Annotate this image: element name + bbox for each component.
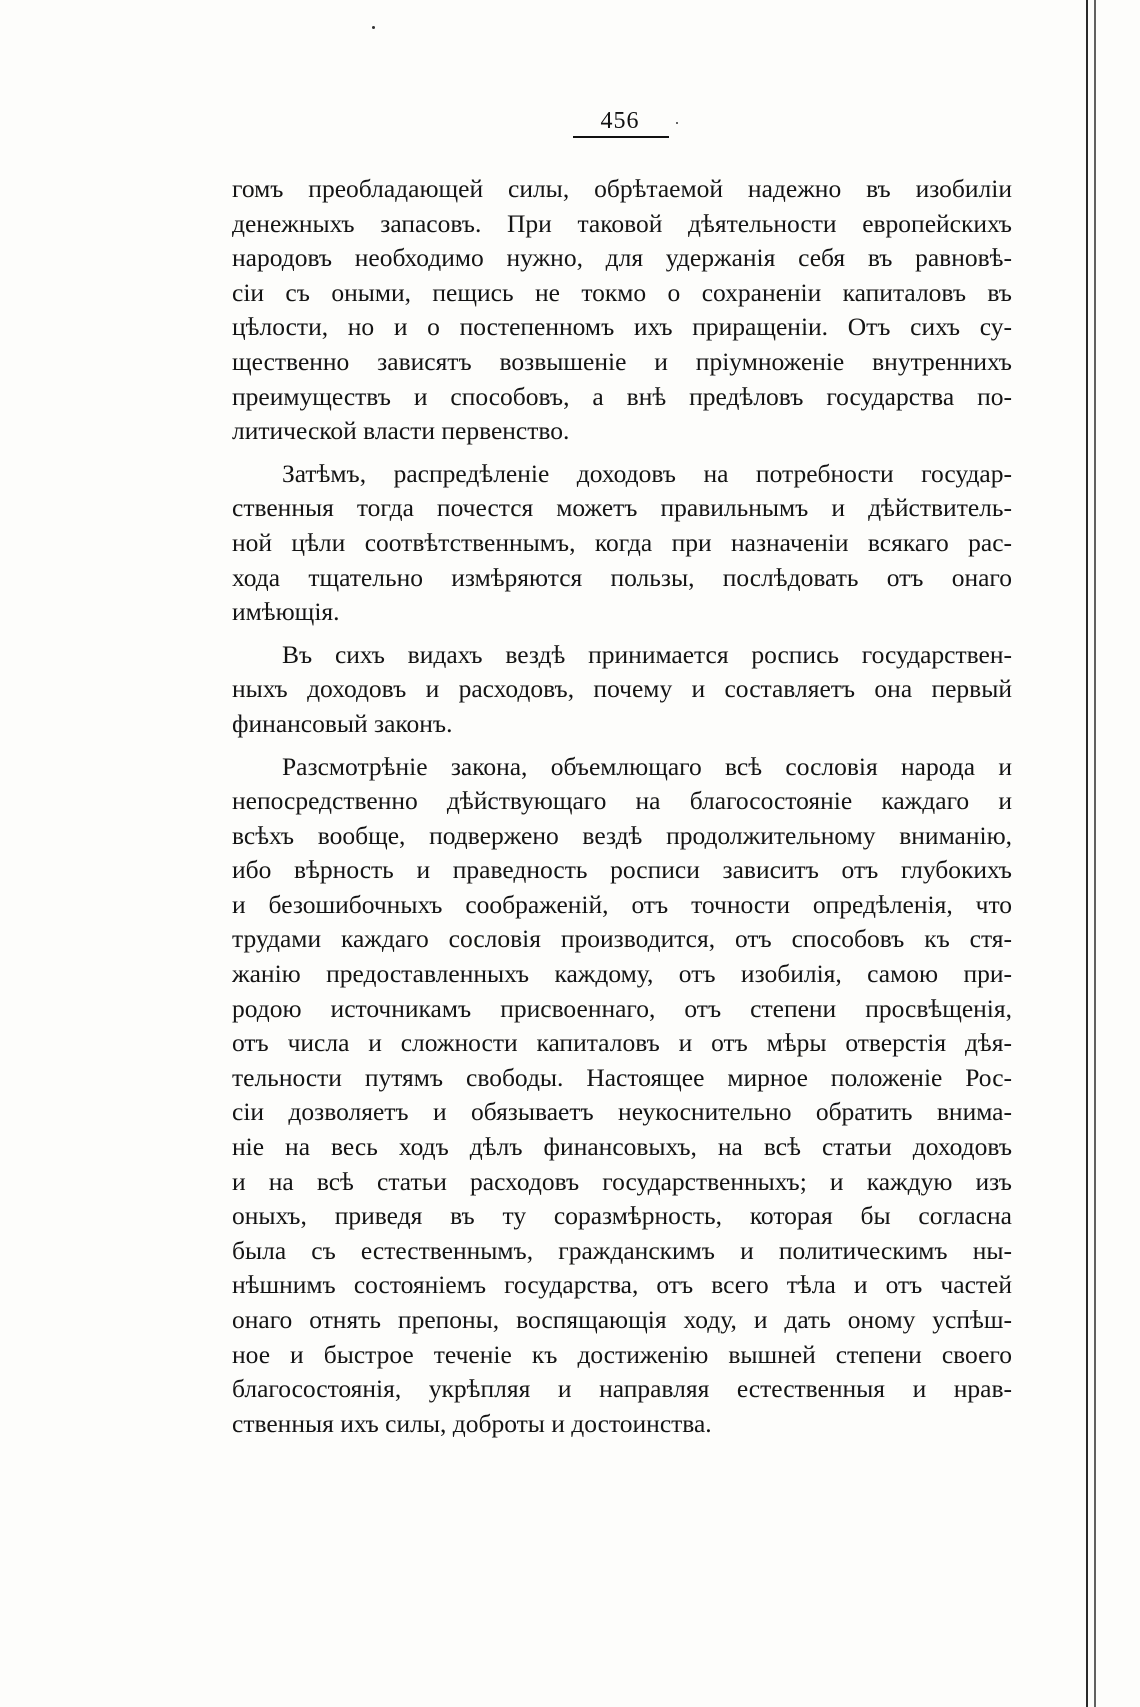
text-line: благосостоянія, укрѣпляя и направляя естественныя и нрав-	[232, 1374, 1012, 1404]
text-line: ной цѣли соотвѣтственнымъ, когда при назначеніи всякаго рас-	[232, 527, 1012, 557]
text-line: жанію предоставленныхъ каждому, отъ изобилія, самою при-	[232, 959, 1012, 989]
page-edge-line-outer	[1094, 0, 1096, 1707]
text-line: преимуществъ и способовъ, а внѣ предѣловъ государства по-	[232, 381, 1012, 411]
text-line: финансовый законъ.	[232, 708, 453, 738]
text-line: ное и быстрое теченіе къ достиженію вышней степени своего	[232, 1339, 1012, 1369]
text-line: и на всѣ статьи расходовъ государственныхъ; и каждую изъ	[232, 1166, 1012, 1196]
page-number: 456	[600, 108, 640, 134]
text-line: была съ естественнымъ, гражданскимъ и политическимъ ны-	[232, 1235, 1012, 1265]
text-line: цѣлости, но и о постепенномъ ихъ приращеніи. Отъ сихъ су-	[232, 312, 1012, 342]
text-line: онаго отнять препоны, воспящающія ходу, и дать оному успѣш-	[232, 1305, 1012, 1334]
text-line: родою источникамъ присвоеннаго, отъ степени просвѣщенія,	[232, 993, 1012, 1023]
text-line: трудами каждаго сословія производится, отъ способовъ къ стя-	[232, 924, 1012, 954]
page-number-container	[570, 108, 670, 135]
text-line: сіи съ оными, пещись не токмо о сохраненіи капиталовъ въ	[232, 277, 1012, 307]
paragraph	[232, 638, 1012, 742]
text-line: хода тщательно измѣряются пользы, послѣдовать отъ онаго	[232, 562, 1012, 592]
text-line: ибо вѣрность и праведность росписи зависитъ отъ глубокихъ	[232, 855, 1012, 885]
text-line: отъ числа и сложности капиталовъ и отъ мѣры отверстія дѣя-	[232, 1028, 1012, 1058]
text-line: имѣющія.	[232, 597, 340, 627]
scan-speck	[372, 26, 375, 29]
text-line: литической власти первенство.	[232, 416, 570, 446]
page-edge-line	[1086, 0, 1088, 1707]
paragraph	[232, 457, 1012, 630]
paragraph	[232, 172, 1012, 449]
text-line: ственныя тогда почестся можетъ правильнымъ и дѣйствитель-	[232, 493, 1012, 523]
text-line: Разсмотрѣніе закона, объемлющаго всѣ сословія народа и	[282, 751, 1012, 781]
text-line: ныхъ доходовъ и расходовъ, почему и составляетъ она первый	[232, 674, 1012, 704]
paragraph	[232, 750, 1012, 1442]
scan-speck	[676, 122, 678, 124]
text-line: тельности путямъ свободы. Настоящее мирное положеніе Рос-	[232, 1062, 1012, 1092]
text-line: щественно зависятъ возвышеніе и пріумноженіе внутреннихъ	[232, 346, 1012, 376]
text-line: денежныхъ запасовъ. При таковой дѣятельности европейскихъ	[232, 208, 1012, 238]
text-line: всѣхъ вообще, подвержено вездѣ продолжительному вниманію,	[232, 820, 1012, 850]
text-line: нѣшнимъ состояніемъ государства, отъ всего тѣла и отъ частей	[232, 1270, 1012, 1300]
text-line: народовъ необходимо нужно, для удержанія себя въ равновѣ-	[232, 243, 1012, 273]
text-line: гомъ преобладающей силы, обрѣтаемой надежно въ изобиліи	[232, 174, 1012, 203]
text-line: оныхъ, приведя въ ту соразмѣрность, которая бы согласна	[232, 1201, 1012, 1231]
text-line: непосредственно дѣйствующаго на благосостояніе каждаго и	[232, 786, 1012, 816]
page-number-rule	[573, 136, 669, 138]
text-line: ніе на весь ходъ дѣлъ финансовыхъ, на всѣ статьи доходовъ	[232, 1132, 1012, 1162]
text-line: Въ сихъ видахъ вездѣ принимается роспись государствен-	[282, 639, 1012, 669]
text-line: сіи дозволяетъ и обязываетъ неукоснительно обратить внима-	[232, 1097, 1012, 1127]
text-line: ственныя ихъ силы, доброты и достоинства.	[232, 1408, 712, 1438]
text-line: и безошибочныхъ соображеній, отъ точности опредѣленія, что	[232, 889, 1012, 919]
body-text	[232, 172, 1012, 1441]
text-line: Затѣмъ, распредѣленіе доходовъ на потребности государ-	[282, 458, 1012, 488]
